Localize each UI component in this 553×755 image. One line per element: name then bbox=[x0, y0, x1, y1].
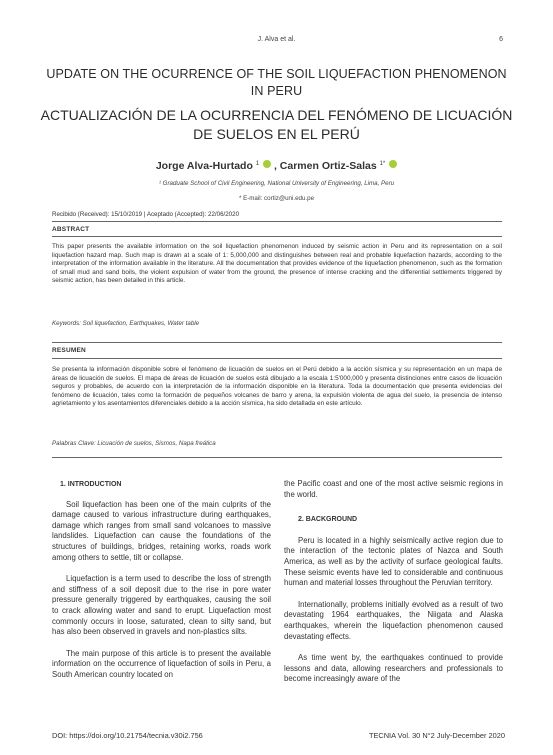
background-paragraph-3: As time went by, the earthquakes continued to provide lessons and data, allowing researchers and professionals to become increasingly aware of the bbox=[284, 653, 503, 684]
page-number: 6 bbox=[499, 36, 503, 43]
intro-paragraph-1: Soil liquefaction has been one of the main culprits of the damage caused to various infrastructure during earthquakes, damage which ranges from small sand volcanoes to massive landslides. Liquefaction can cause the foundations of the structures of buildings, bridges, retaining works, roads work among others to settle, tilt or collapse. bbox=[52, 499, 271, 562]
introduction-heading: 1. INTRODUCTION bbox=[60, 481, 122, 488]
divider bbox=[52, 457, 502, 458]
doi-link[interactable]: DOI: https://doi.org/10.21754/tecnia.v30i2.756 bbox=[52, 731, 203, 740]
author-list bbox=[0, 160, 553, 172]
abstract-keywords: Keywords: Soil liquefaction, Earthquakes, Water table bbox=[52, 320, 200, 327]
left-column bbox=[52, 480, 271, 681]
title-block bbox=[40, 66, 513, 144]
title-english: UPDATE ON THE OCURRENCE OF THE SOIL LIQUEFACTION PHENOMENON IN PERU bbox=[46, 67, 507, 98]
divider bbox=[52, 236, 502, 237]
orcid-icon[interactable] bbox=[263, 160, 271, 168]
author-1-affiliation-mark: 1 bbox=[255, 161, 260, 167]
resumen-heading: RESUMEN bbox=[52, 347, 86, 354]
resumen-text: Se presenta la información disponible sobre el fenómeno de licuación de suelos en el Perú debido a la acción sísmica y su representación en un mapa de áreas de licuación de suelos. El mapa de áreas de licuación de suelos está dibujado a la escala 1:5'000,000 y presenta distinciones entre casos de licuación seguros y probables, de acuerdo con la interpretación de la información disponible en la literatura. Toda la documentación que presenta evidencias del fenómeno de licuación, tales como la formación de pequeños volcanes de barro y arena, la expulsión violenta de agua del suelo, la presencia de intenso agrietamiento y los asentamientos diferenciales debido a la acción sísmica, ha sido detallada en este artículo. bbox=[52, 366, 502, 408]
received-accepted-dates: Recibido (Received): 15/10/2019 | Aceptado (Accepted): 22/06/2020 bbox=[52, 211, 240, 218]
title-spanish: ACTUALIZACIÓN DE LA OCURRENCIA DEL FENÓMENO DE LICUACIÓN DE SUELOS EN EL PERÚ bbox=[40, 107, 513, 142]
background-paragraph-2: Internationally, problems initially evolved as a result of two devastating 1964 earthquakes, the Niigata and Alaska earthquakes, wherein the liquefaction phenomenon caused devastating effects. bbox=[284, 599, 503, 641]
resumen-keywords: Palabras Clave: Licuación de suelos, Sismos, Napa freática bbox=[52, 440, 216, 447]
contact-email[interactable]: * E-mail: cortiz@uni.edu.pe bbox=[238, 195, 315, 202]
background-paragraph-1: Peru is located in a highly seismically active region due to the interaction of the tectonic plates of Nazca and South America, as well as by the activity of surface geological faults. These seismic events have led to considerable and continuous human and material losses throughout the Peruvian territory. bbox=[284, 535, 503, 588]
affiliation: ¹ Graduate School of Civil Engineering, National University of Engineering, Lima, Peru bbox=[158, 180, 395, 187]
intro-paragraph-2: Liquefaction is a term used to describe the loss of strength and stiffness of a soil deposit due to the rise in pore water pressure generally triggered by earthquakes, causing the soil to crack allowing water and sand to erupt. Liquefaction most commonly occurs in loose, saturated, clean to silty sand, but has also been observed in gravels and non-plastics silts. bbox=[52, 574, 271, 637]
journal-info: TECNIA Vol. 30 N°2 July-December 2020 bbox=[368, 731, 505, 740]
right-column bbox=[284, 479, 503, 685]
orcid-icon[interactable] bbox=[389, 160, 397, 168]
abstract-heading: ABSTRACT bbox=[52, 226, 90, 233]
divider bbox=[52, 221, 502, 222]
author-2-name: , Carmen Ortiz-Salas bbox=[273, 160, 377, 172]
author-2-affiliation-mark: 1* bbox=[379, 161, 386, 167]
divider bbox=[52, 342, 502, 343]
intro-continuation: the Pacific coast and one of the most active seismic regions in the world. bbox=[284, 479, 503, 499]
background-heading: 2. BACKGROUND bbox=[298, 516, 358, 524]
divider bbox=[52, 358, 502, 359]
running-head-authors: J. Alva et al. bbox=[257, 36, 296, 43]
intro-paragraph-3: The main purpose of this article is to present the available information on the occurrence of liquefaction of soils in Peru, a South American country located on bbox=[52, 648, 271, 679]
abstract-text: This paper presents the available information on the soil liquefaction phenomenon induced by seismic action in Peru and its representation on a soil liquefaction hazard map. Such map is drawn at a scale of 1: 5,000,000 and distinguishes between real and probable liquefaction hazards, according to the interpretation of the information available in the literature. All the documentation that provides evidence of the liquefaction phenomenon, such as the formation of small mud and sand boils, the violent expulsion of water from the ground, the presence of intense cracking and the differential settlements triggered by seismic action, has been detailed in this article. bbox=[52, 243, 502, 285]
author-1-name: Jorge Alva-Hurtado bbox=[155, 160, 253, 172]
